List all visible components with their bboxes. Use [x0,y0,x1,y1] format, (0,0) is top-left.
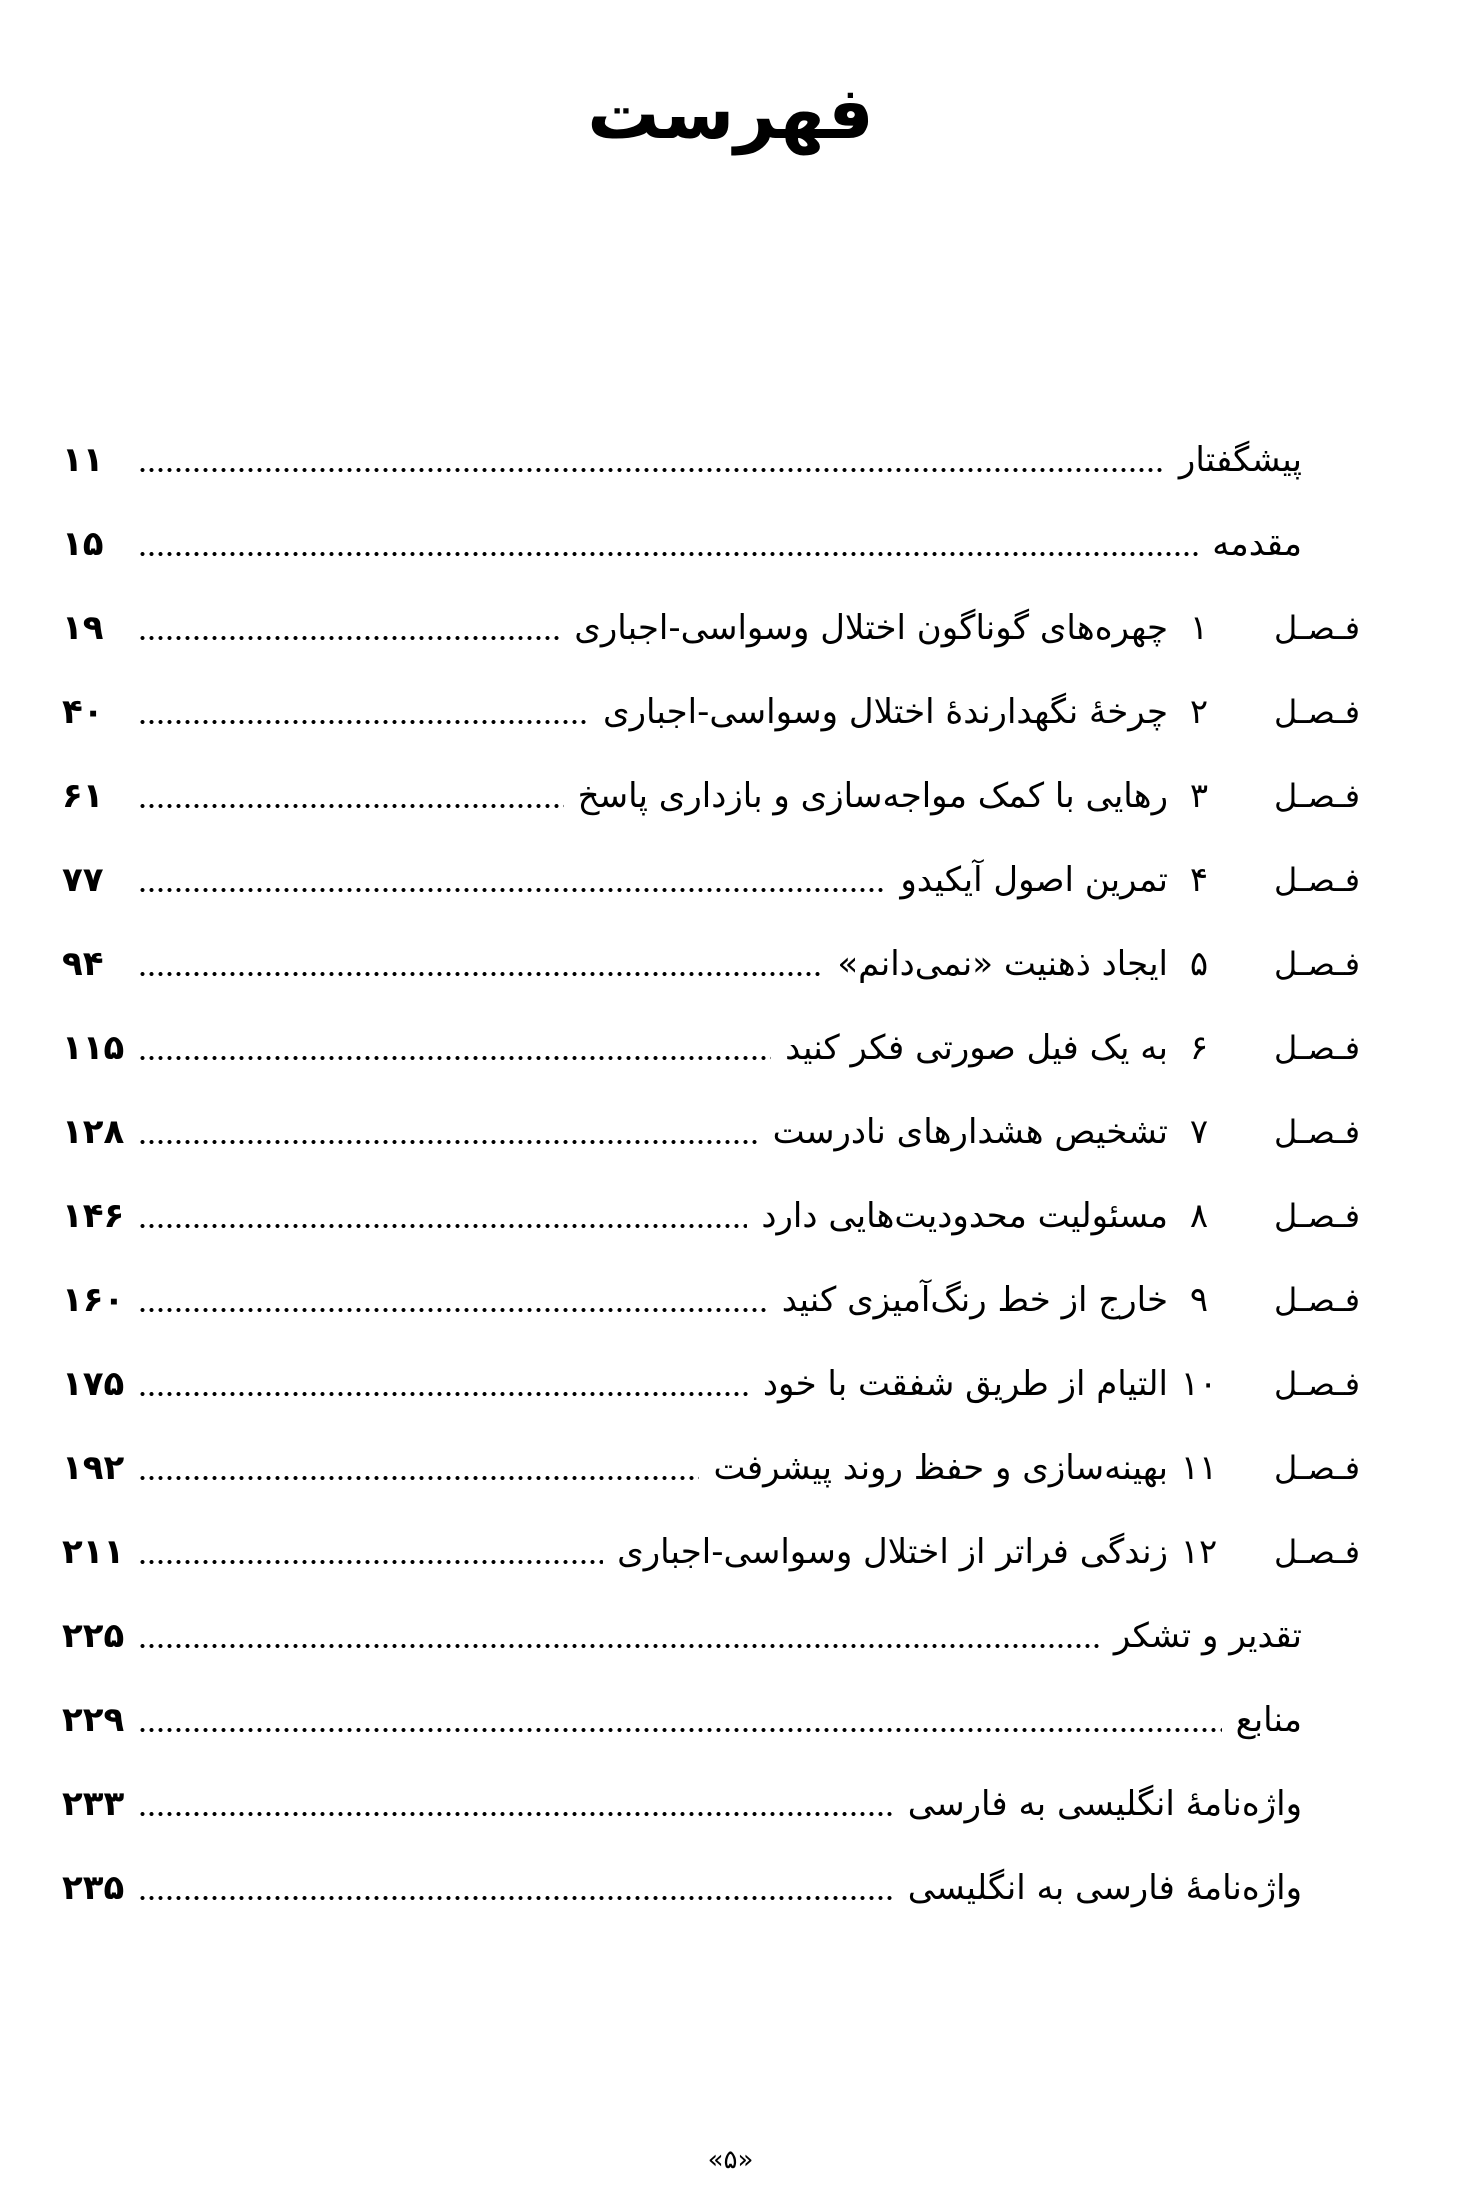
table-of-contents [0,430,1461,1950]
toc-entry[interactable] [62,1858,1302,1918]
chapter-label: فـصـل [1273,945,1360,983]
toc-entry-page: ۱۱۵ [62,1028,125,1068]
dot-leader [138,614,560,642]
chapter-label: فـصـل [1273,1533,1360,1571]
toc-entry-title: چرخهٔ نگهدارندهٔ اختلال وسواسی-اجباری [602,692,1168,732]
toc-chapter-entry[interactable] [62,934,1360,994]
dot-leader [138,698,589,726]
page-number: «۵» [707,2145,754,2175]
toc-entry-title: مسئولیت محدودیت‌هایی دارد [761,1196,1168,1236]
toc-entry-page: ۱۷۵ [62,1364,125,1404]
toc-entry-title: واژه‌نامهٔ انگلیسی به فارسی [907,1784,1302,1824]
toc-entry[interactable] [62,430,1302,490]
toc-entry-title: تمرین اصول آیکیدو [900,860,1168,900]
toc-chapter-entry[interactable] [62,1522,1360,1582]
toc-entry-title: بهینه‌سازی و حفظ روند پیشرفت [713,1448,1168,1488]
toc-chapter-entry[interactable] [62,1270,1360,1330]
toc-entry-title: منابع [1235,1700,1302,1740]
chapter-number: ۷ [1189,1112,1209,1152]
page-title: فهرست [587,71,874,155]
chapter-label: فـصـل [1273,1113,1360,1151]
toc-entry-title: تقدیر و تشکر [1113,1616,1302,1656]
dot-leader [138,530,1198,558]
toc-entry-title: تشخیص هشدارهای نادرست [772,1112,1168,1152]
dot-leader [138,1790,894,1818]
toc-entry-title: خارج از خط رنگ‌آمیزی کنید [781,1280,1168,1320]
chapter-number: ۱۰ [1180,1364,1218,1404]
toc-entry-title: رهایی با کمک مواجه‌سازی و بازداری پاسخ [577,776,1168,816]
dot-leader [138,1706,1222,1734]
toc-chapter-entry[interactable] [62,1186,1360,1246]
dot-leader [138,950,823,978]
dot-leader [138,446,1165,474]
toc-entry-page: ۱۴۶ [62,1196,125,1236]
chapter-label: فـصـل [1273,861,1360,899]
toc-entry-page: ۱۶۰ [62,1280,125,1320]
toc-entry[interactable] [62,1774,1302,1834]
chapter-number: ۳ [1189,776,1209,816]
toc-entry[interactable] [62,1606,1302,1666]
chapter-label: فـصـل [1273,1281,1360,1319]
dot-leader [138,1118,759,1146]
chapter-number: ۶ [1189,1028,1209,1068]
dot-leader [138,1034,771,1062]
dot-leader [138,1286,768,1314]
chapter-number: ۴ [1189,860,1209,900]
toc-entry[interactable] [62,514,1302,574]
toc-entry-page: ۱۹ [62,608,104,648]
chapter-label: فـصـل [1273,1449,1360,1487]
chapter-label: فـصـل [1273,1365,1360,1403]
chapter-label: فـصـل [1273,1029,1360,1067]
chapter-number: ۹ [1189,1280,1209,1320]
chapter-label: فـصـل [1273,1197,1360,1235]
toc-chapter-entry[interactable] [62,1438,1360,1498]
toc-entry-page: ۲۱۱ [62,1532,125,1572]
toc-entry-title: چهره‌های گوناگون اختلال وسواسی-اجباری [574,608,1168,648]
toc-entry-page: ۱۱ [62,440,104,480]
toc-entry-title: به یک فیل صورتی فکر کنید [785,1028,1168,1068]
chapter-number: ۱۲ [1180,1532,1218,1572]
chapter-label: فـصـل [1273,777,1360,815]
dot-leader [138,1202,747,1230]
toc-chapter-entry[interactable] [62,682,1360,742]
chapter-number: ۱۱ [1180,1448,1218,1488]
toc-entry-title: واژه‌نامهٔ فارسی به انگلیسی [907,1868,1302,1908]
dot-leader [138,782,564,810]
dot-leader [138,1538,603,1566]
toc-entry[interactable] [62,1690,1302,1750]
toc-chapter-entry[interactable] [62,850,1360,910]
chapter-label: فـصـل [1273,693,1360,731]
toc-entry-title: پیشگفتار [1178,440,1302,480]
toc-entry-page: ۷۷ [62,860,104,900]
toc-entry-page: ۲۲۹ [62,1700,125,1740]
chapter-number: ۸ [1189,1196,1209,1236]
toc-chapter-entry[interactable] [62,766,1360,826]
toc-entry-page: ۹۴ [62,944,104,984]
toc-entry-page: ۴۰ [62,692,104,732]
toc-entry-title: زندگی فراتر از اختلال وسواسی-اجباری [617,1532,1168,1572]
dot-leader [138,1622,1100,1650]
toc-chapter-entry[interactable] [62,1018,1360,1078]
dot-leader [138,1874,894,1902]
toc-entry-title: التیام از طریق شفقت با خود [762,1364,1168,1404]
toc-entry-page: ۲۲۵ [62,1616,125,1656]
toc-entry-page: ۱۵ [62,524,104,564]
toc-entry-title: مقدمه [1212,524,1302,564]
dot-leader [138,1370,749,1398]
toc-entry-title: ایجاد ذهنیت «نمی‌دانم» [837,944,1168,984]
toc-chapter-entry[interactable] [62,1354,1360,1414]
toc-chapter-entry[interactable] [62,598,1360,658]
toc-entry-page: ۱۲۸ [62,1112,125,1152]
toc-entry-page: ۲۳۵ [62,1868,125,1908]
chapter-number: ۲ [1189,692,1209,732]
chapter-number: ۵ [1189,944,1209,984]
toc-chapter-entry[interactable] [62,1102,1360,1162]
toc-entry-page: ۶۱ [62,776,104,816]
dot-leader [138,1454,699,1482]
chapter-label: فـصـل [1273,609,1360,647]
dot-leader [138,866,886,894]
toc-entry-page: ۲۳۳ [62,1784,125,1824]
chapter-number: ۱ [1189,608,1209,648]
toc-entry-page: ۱۹۲ [62,1448,125,1488]
